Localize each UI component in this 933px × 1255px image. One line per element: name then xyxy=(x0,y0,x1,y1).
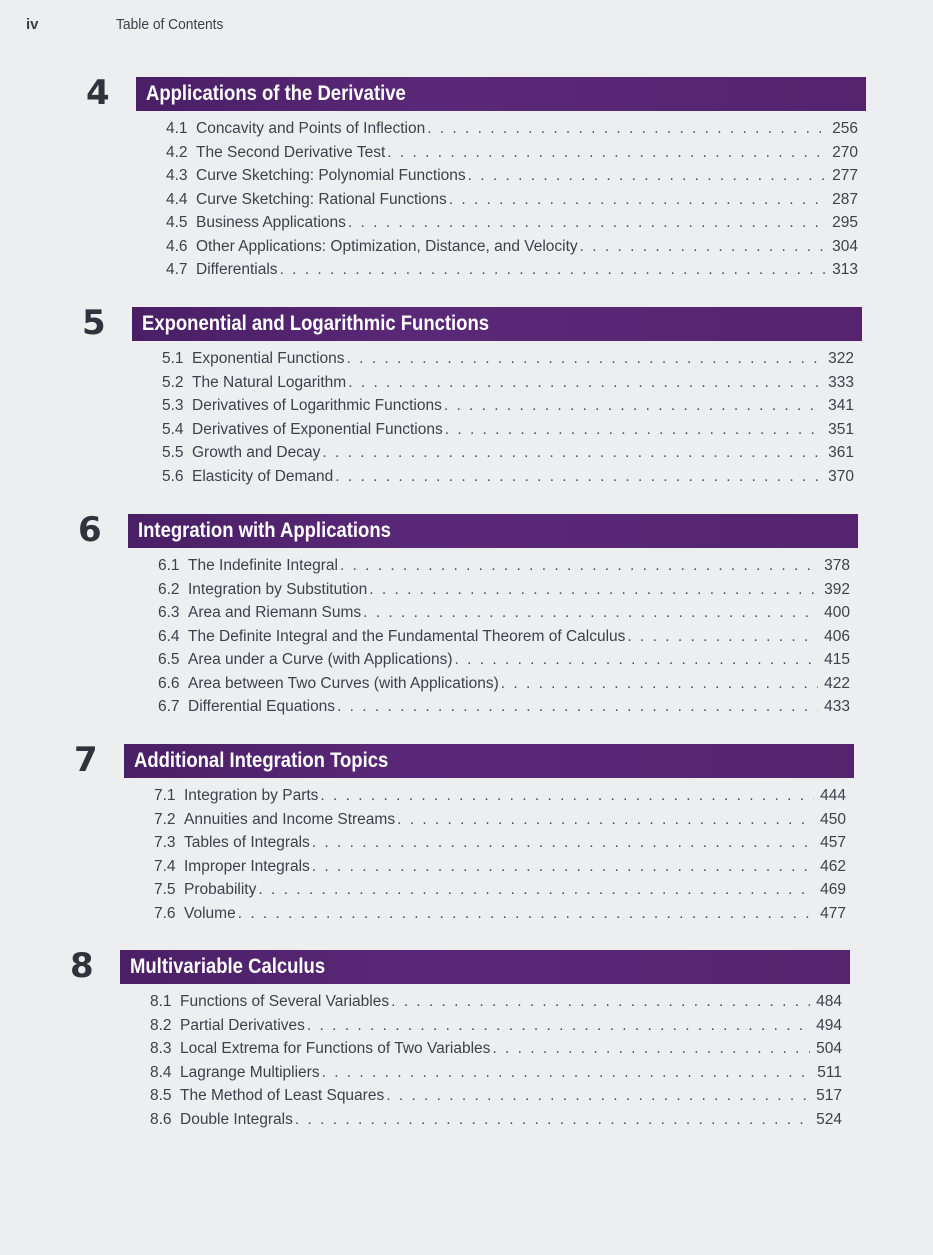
page-number: iv xyxy=(26,16,39,33)
dot-leader xyxy=(445,418,822,442)
dot-leader xyxy=(335,465,822,489)
section-number: 6.2 xyxy=(158,580,180,598)
toc-entry[interactable] xyxy=(150,1037,842,1061)
section-page-number: 270 xyxy=(832,143,858,161)
section-page-number: 277 xyxy=(832,167,858,184)
section-title: The Natural Logarithm xyxy=(192,373,347,391)
section-page-number: 469 xyxy=(820,881,846,898)
toc-entry[interactable] xyxy=(154,902,846,926)
section-page-number: 494 xyxy=(816,1016,842,1034)
section-number: 5.1 xyxy=(162,350,184,367)
section-title: Differentials xyxy=(196,261,278,278)
section-number: 4.1 xyxy=(166,120,188,137)
toc-entry[interactable] xyxy=(158,601,850,625)
section-title: Differential Equations xyxy=(188,698,336,715)
toc-entry[interactable] xyxy=(166,211,858,235)
section-title: Annuities and Income Streams xyxy=(184,810,396,828)
section-title: Lagrange Multipliers xyxy=(180,1063,320,1081)
section-title: Integration by Substitution xyxy=(188,580,368,598)
toc-entry[interactable] xyxy=(154,831,846,855)
section-title: The Definite Integral and the Fundamental Theorem of Calculus xyxy=(188,627,626,645)
section-page-number: 341 xyxy=(828,397,854,414)
section-number: 7.6 xyxy=(154,904,176,922)
toc-entry[interactable] xyxy=(158,672,850,696)
toc-entry[interactable] xyxy=(154,808,846,832)
section-page-number: 457 xyxy=(820,834,846,851)
dot-leader xyxy=(363,601,818,625)
section-title: The Second Derivative Test xyxy=(196,143,386,161)
running-head: Table of Contents xyxy=(116,16,224,33)
section-number: 6.4 xyxy=(158,627,180,645)
section-title: Elasticity of Demand xyxy=(192,467,334,485)
toc-entry[interactable] xyxy=(162,347,854,371)
section-title: Functions of Several Variables xyxy=(180,993,390,1010)
section-number: 5.5 xyxy=(162,444,184,461)
toc-entry[interactable] xyxy=(166,117,858,141)
section-title: Probability xyxy=(184,881,257,898)
section-page-number: 351 xyxy=(828,420,854,438)
chapter-number: 6 xyxy=(78,510,102,550)
chapter-title: Multivariable Calculus xyxy=(130,955,326,978)
chapter-number: 8 xyxy=(70,946,94,986)
dot-leader xyxy=(312,831,814,855)
section-page-number: 422 xyxy=(824,674,850,692)
section-page-number: 378 xyxy=(824,557,850,574)
section-page-number: 477 xyxy=(820,904,846,922)
section-page-number: 361 xyxy=(828,444,854,461)
dot-leader xyxy=(348,371,822,395)
section-page-number: 370 xyxy=(828,467,854,485)
section-title: The Indefinite Integral xyxy=(188,557,338,574)
chapter-number: 4 xyxy=(86,73,110,113)
chapter-number: 5 xyxy=(82,303,106,343)
section-title: Concavity and Points of Inflection xyxy=(196,120,426,137)
section-number: 6.3 xyxy=(158,604,180,621)
toc-entry[interactable] xyxy=(166,164,858,188)
chapter-title-bar xyxy=(124,744,854,778)
dot-leader xyxy=(627,625,818,649)
toc-entry[interactable] xyxy=(150,1061,842,1085)
section-number: 4.5 xyxy=(166,214,188,231)
dot-leader xyxy=(337,695,818,719)
section-number: 7.3 xyxy=(154,834,176,851)
section-page-number: 444 xyxy=(820,787,846,804)
dot-leader xyxy=(449,188,826,212)
section-number: 6.7 xyxy=(158,698,180,715)
section-number: 8.3 xyxy=(150,1040,172,1057)
section-title: Other Applications: Optimization, Distance, and Velocity xyxy=(196,237,578,255)
section-number: 6.6 xyxy=(158,674,180,692)
section-number: 4.3 xyxy=(166,167,188,184)
dot-leader xyxy=(397,808,814,832)
dot-leader xyxy=(295,1108,810,1132)
section-number: 5.3 xyxy=(162,397,184,414)
section-page-number: 511 xyxy=(817,1063,842,1081)
dot-leader xyxy=(391,990,810,1014)
section-number: 7.2 xyxy=(154,810,176,828)
dot-leader xyxy=(258,878,814,902)
toc-entry[interactable] xyxy=(162,418,854,442)
section-number: 7.1 xyxy=(154,787,176,804)
dot-leader xyxy=(312,855,814,879)
section-title: Business Applications xyxy=(196,214,346,231)
dot-leader xyxy=(348,211,826,235)
chapter-title-bar xyxy=(120,950,850,984)
section-number: 8.5 xyxy=(150,1087,172,1104)
section-title: Partial Derivatives xyxy=(180,1016,305,1034)
toc-entry[interactable] xyxy=(150,1108,842,1132)
dot-leader xyxy=(386,1084,810,1108)
toc-entry[interactable] xyxy=(166,188,858,212)
section-number: 6.1 xyxy=(158,557,180,574)
dot-leader xyxy=(280,258,826,282)
chapter-title-bar xyxy=(128,514,858,548)
chapter-title: Integration with Applications xyxy=(138,519,391,542)
section-list xyxy=(158,554,850,719)
toc-entry[interactable] xyxy=(150,1014,842,1038)
chapter-title: Additional Integration Topics xyxy=(134,749,389,772)
toc-entry[interactable] xyxy=(162,394,854,418)
dot-leader xyxy=(307,1014,810,1038)
dot-leader xyxy=(501,672,818,696)
section-page-number: 406 xyxy=(824,627,850,645)
toc-entry[interactable] xyxy=(154,878,846,902)
dot-leader xyxy=(444,394,822,418)
section-page-number: 322 xyxy=(828,350,854,367)
section-number: 5.2 xyxy=(162,373,184,391)
section-number: 8.2 xyxy=(150,1016,172,1034)
section-number: 5.6 xyxy=(162,467,184,485)
section-page-number: 256 xyxy=(832,120,858,137)
chapter-title: Applications of the Derivative xyxy=(146,82,406,105)
chapter-title-bar xyxy=(132,307,862,341)
section-page-number: 304 xyxy=(832,237,858,255)
toc-entry[interactable] xyxy=(150,1084,842,1108)
section-title: Local Extrema for Functions of Two Variables xyxy=(180,1040,491,1057)
section-number: 4.7 xyxy=(166,261,188,278)
toc-entry[interactable] xyxy=(162,441,854,465)
toc-entry[interactable] xyxy=(158,695,850,719)
toc-entry[interactable] xyxy=(166,141,858,165)
section-title: Area and Riemann Sums xyxy=(188,604,362,621)
chapter-title: Exponential and Logarithmic Functions xyxy=(142,312,490,335)
section-page-number: 450 xyxy=(820,810,846,828)
section-title: Exponential Functions xyxy=(192,350,345,367)
section-page-number: 462 xyxy=(820,857,846,875)
section-number: 8.1 xyxy=(150,993,172,1010)
toc-entry[interactable] xyxy=(162,371,854,395)
section-page-number: 504 xyxy=(816,1040,842,1057)
section-list xyxy=(154,784,846,925)
section-title: Derivatives of Logarithmic Functions xyxy=(192,397,442,414)
section-page-number: 517 xyxy=(816,1087,842,1104)
dot-leader xyxy=(369,578,818,602)
dot-leader xyxy=(492,1037,810,1061)
section-title: Area between Two Curves (with Applications) xyxy=(188,674,499,692)
section-number: 4.2 xyxy=(166,143,188,161)
section-page-number: 484 xyxy=(816,993,842,1010)
toc-entry[interactable] xyxy=(162,465,854,489)
section-number: 4.6 xyxy=(166,237,188,255)
section-title: Curve Sketching: Polynomial Functions xyxy=(196,167,466,184)
section-title: Curve Sketching: Rational Functions xyxy=(196,190,447,208)
dot-leader xyxy=(387,141,826,165)
page-header xyxy=(26,14,933,38)
toc-entry[interactable] xyxy=(154,784,846,808)
toc-entry[interactable] xyxy=(158,578,850,602)
dot-leader xyxy=(580,235,826,259)
toc-entry[interactable] xyxy=(150,990,842,1014)
section-number: 7.4 xyxy=(154,857,176,875)
section-number: 8.4 xyxy=(150,1063,172,1081)
section-title: Area under a Curve (with Applications) xyxy=(188,651,453,668)
section-number: 8.6 xyxy=(150,1110,172,1128)
section-page-number: 392 xyxy=(824,580,850,598)
section-title: Derivatives of Exponential Functions xyxy=(192,420,443,438)
dot-leader xyxy=(347,347,822,371)
section-title: Growth and Decay xyxy=(192,444,321,461)
section-title: Tables of Integrals xyxy=(184,834,310,851)
section-title: Double Integrals xyxy=(180,1110,293,1128)
dot-leader xyxy=(320,784,814,808)
toc-entry[interactable] xyxy=(158,648,850,672)
dot-leader xyxy=(322,1061,810,1085)
section-number: 7.5 xyxy=(154,881,176,898)
section-page-number: 313 xyxy=(832,261,858,278)
toc-entry[interactable] xyxy=(166,235,858,259)
section-page-number: 287 xyxy=(832,190,858,208)
section-page-number: 433 xyxy=(824,698,850,715)
section-page-number: 415 xyxy=(824,651,850,668)
section-list xyxy=(150,990,842,1131)
chapter-number: 7 xyxy=(74,740,98,780)
section-page-number: 400 xyxy=(824,604,850,621)
section-page-number: 295 xyxy=(832,214,858,231)
section-title: The Method of Least Squares xyxy=(180,1087,385,1104)
section-number: 6.5 xyxy=(158,651,180,668)
toc-entry[interactable] xyxy=(158,554,850,578)
dot-leader xyxy=(322,441,822,465)
section-page-number: 524 xyxy=(816,1110,842,1128)
toc-entry[interactable] xyxy=(154,855,846,879)
dot-leader xyxy=(427,117,826,141)
dot-leader xyxy=(340,554,818,578)
dot-leader xyxy=(455,648,819,672)
section-list xyxy=(166,117,858,282)
section-title: Integration by Parts xyxy=(184,787,319,804)
section-list xyxy=(162,347,854,488)
toc-entry[interactable] xyxy=(166,258,858,282)
dot-leader xyxy=(468,164,826,188)
section-title: Improper Integrals xyxy=(184,857,310,875)
toc-entry[interactable] xyxy=(158,625,850,649)
chapter-title-bar xyxy=(136,77,866,111)
section-number: 4.4 xyxy=(166,190,188,208)
dot-leader xyxy=(238,902,814,926)
section-page-number: 333 xyxy=(828,373,854,391)
section-title: Volume xyxy=(184,904,236,922)
section-number: 5.4 xyxy=(162,420,184,438)
